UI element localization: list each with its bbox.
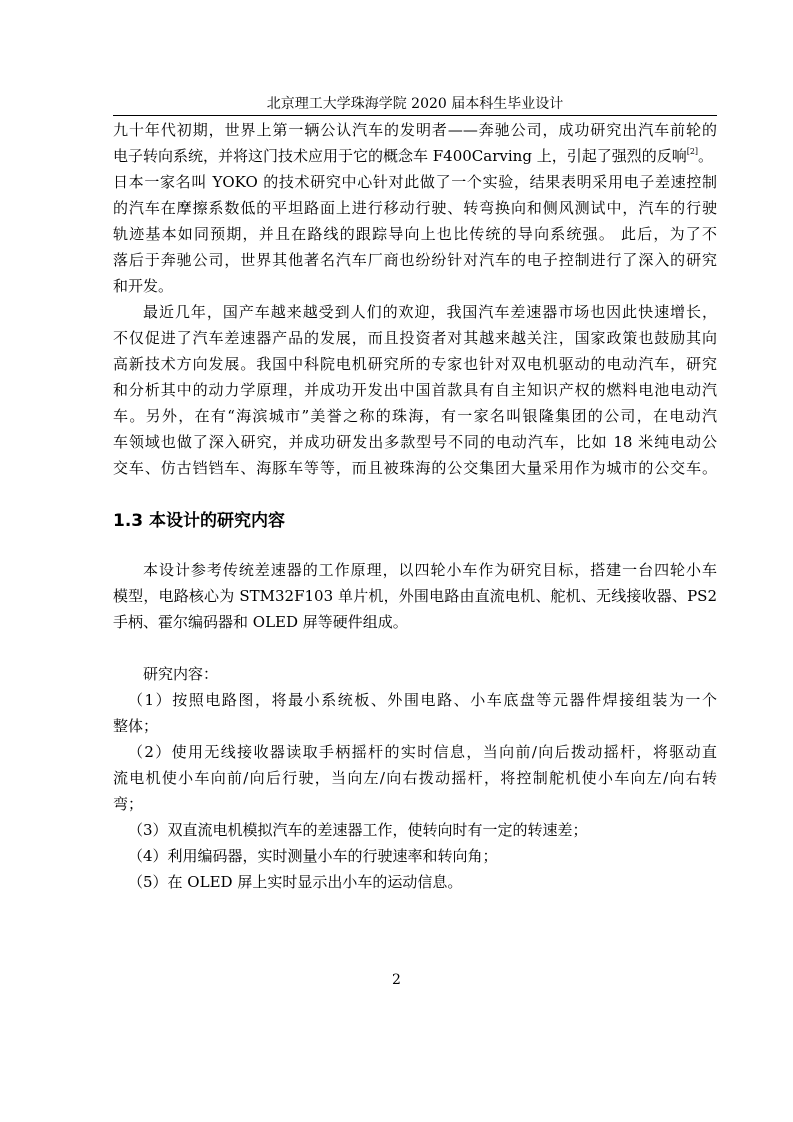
text-line: 手柄、霍尔编码器和 OLED 屏等硬件组成。 [113,613,408,631]
section-heading: 1.3 本设计的研究内容 [113,511,286,531]
list-title: 研究内容： [143,665,219,683]
citation: [2] [686,147,699,156]
list-item-cont: 整体； [113,717,159,735]
text-line: 交车、仿古铛铛车、海豚车等等，而且被珠海的公交集团大量采用作为城市的公交车。 [113,459,717,477]
list-item: （3）双直流电机模拟汽车的差速器工作，使转向时有一定的转速差； [128,821,588,839]
text-line: 落后于奔驰公司，世界其他著名汽车厂商也纷纷针对汽车的电子控制进行了深入的研究 [113,251,717,269]
text-line: 轨迹基本如同预期，并且在路线的跟踪导向上也比传统的导向系统强。 此后，为了不 [113,225,717,243]
text-line: 本设计参考传统差速器的工作原理，以四轮小车作为研究目标，搭建一台四轮小车 [143,561,717,579]
list-item: （5）在 OLED 屏上实时显示出小车的运动信息。 [128,873,463,891]
research-content [113,661,717,895]
text-line: 高新技术方向发展。我国中科院电机研究所的专家也针对双电机驱动的电动汽车，研究 [113,355,717,373]
text-line: 不仅促进了汽车差速器产品的发展，而且投资者对其越来越关注，国家政策也鼓励其向 [113,329,717,347]
text-span: 电子转向系统，并将这门技术应用于它的概念车 F400Carving 上，引起了强烈的反响 [113,147,687,165]
paragraph-design [113,557,717,635]
text-line: 九十年代初期，世界上第一辆公认汽车的发明者——奔驰公司，成功研究出汽车前轮的 [113,121,717,139]
text-line: 模型，电路核心为 STM32F103 单片机，外围电路由直流电机、舵机、无线接收器、PS2 [113,587,717,605]
text-line: 的汽车在摩擦系数低的平坦路面上进行移动行驶、转弯换向和侧风测试中，汽车的行驶 [113,199,717,217]
page-number: 2 [392,972,401,988]
text-line: 和分析其中的动力学原理，并成功开发出中国首款具有自主知识产权的燃料电池电动汽 [113,381,717,399]
text-line: 车领域也做了深入研究，并成功研发出多款型号不同的电动汽车，比如 18 米纯电动公 [113,433,717,451]
list-item: （1）按照电路图，将最小系统板、外围电路、小车底盘等元器件焊接组装为一个 [128,691,717,709]
text-line: 车。另外，在有“海滨城市”美誉之称的珠海，有一家名叫银隆集团的公司，在电动汽 [113,407,717,425]
list-item: （4）利用编码器，实时测量小车的行驶速率和转向角； [128,847,498,865]
text-span: 。 [698,147,714,165]
list-item-cont: 流电机使小车向前/向后行驶，当向左/向右拨动摇杆，将控制舵机使小车向左/向右转 [113,769,717,787]
text-line [113,143,717,169]
text-line: 和开发。 [113,277,174,295]
paragraph-history [113,117,717,481]
list-item: （2）使用无线接收器读取手柄摇杆的实时信息，当向前/向后拨动摇杆，将驱动直 [128,743,717,761]
list-item-cont: 弯； [113,795,144,813]
text-line: 最近几年，国产车越来越受到人们的欢迎，我国汽车差速器市场也因此快速增长， [143,303,717,321]
page-header: 北京理工大学珠海学院 2020 届本科生毕业设计 [113,93,717,116]
text-line: 日本一家名叫 YOKO 的技术研究中心针对此做了一个实验，结果表明采用电子差速控制 [113,173,717,191]
